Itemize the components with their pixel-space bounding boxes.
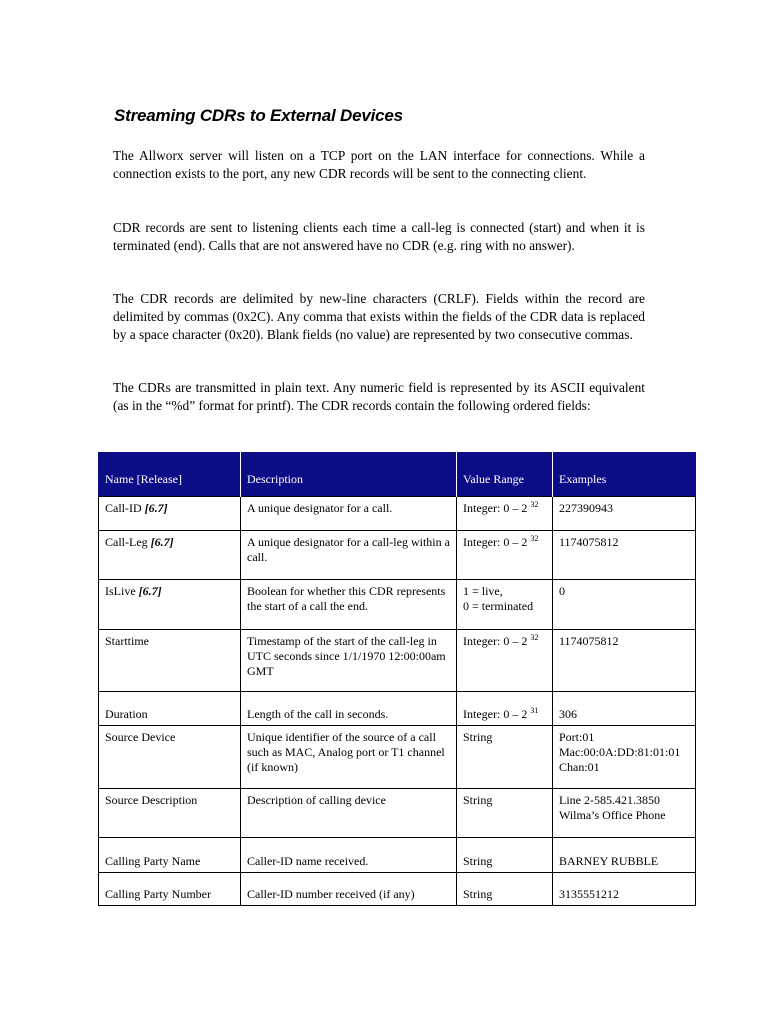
cell-example	[553, 789, 696, 838]
table-row	[99, 726, 696, 789]
cell-range	[457, 497, 553, 531]
field-release: [6.7]	[138, 584, 162, 598]
table-row	[99, 531, 696, 580]
header-description: Description	[241, 452, 457, 497]
range-text-2: 0 = terminated	[463, 599, 534, 613]
header-value-range: Value Range	[457, 452, 553, 497]
range-text: 1 = live,	[463, 584, 503, 598]
cell-description: Caller-ID number received (if any)	[241, 873, 457, 906]
table-row	[99, 630, 696, 692]
cell-name	[99, 838, 241, 873]
table-row	[99, 580, 696, 630]
cell-description: Timestamp of the start of the call-leg in UTC seconds since 1/1/1970 12:00:00am GMT	[241, 630, 457, 692]
range-exponent: 32	[530, 534, 539, 543]
cell-example: 0	[553, 580, 696, 630]
field-name: Calling Party Number	[105, 887, 211, 901]
cell-example: 1174075812	[553, 531, 696, 580]
table-row	[99, 692, 696, 726]
cell-name	[99, 531, 241, 580]
paragraph-plain-text: The CDRs are transmitted in plain text. Any numeric field is represented by its ASCII equivalent (as in the “%d” format for printf). The CDR records contain the following ordered fields:	[113, 380, 645, 413]
cell-range	[457, 630, 553, 692]
field-name: Duration	[105, 707, 148, 721]
field-name: Starttime	[105, 634, 149, 648]
paragraph-delimiters: The CDR records are delimited by new-line characters (CRLF). Fields within the record are delimited by commas (0x2C). Any comma that exists within the fields of the CDR data is replaced by a space character (0x20). Blank fields (no value) are represented by two consecutive commas.	[113, 291, 645, 342]
table-row	[99, 789, 696, 838]
range-text: Integer: 0 – 2	[463, 501, 528, 515]
example-line-2: Wilma’s Office Phone	[559, 808, 666, 822]
field-name: Call-ID	[105, 501, 142, 515]
cell-range	[457, 838, 553, 873]
range-text: Integer: 0 – 2	[463, 634, 528, 648]
range-exponent: 32	[530, 500, 539, 509]
cell-name	[99, 726, 241, 789]
cell-description: Length of the call in seconds.	[241, 692, 457, 726]
cell-example: 1174075812	[553, 630, 696, 692]
example-line-1: Line 2-585.421.3850	[559, 793, 660, 807]
cell-example: BARNEY RUBBLE	[553, 838, 696, 873]
field-release: [6.7]	[150, 535, 174, 549]
example-line-2: Mac:00:0A:DD:81:01:01	[559, 745, 681, 759]
cell-example: 227390943	[553, 497, 696, 531]
cell-name	[99, 789, 241, 838]
cell-range	[457, 580, 553, 630]
header-examples: Examples	[553, 452, 696, 497]
field-name: Source Description	[105, 793, 198, 807]
cell-range	[457, 692, 553, 726]
field-name: Source Device	[105, 730, 176, 744]
table-header-row	[99, 452, 696, 497]
section-heading: Streaming CDRs to External Devices	[114, 106, 403, 125]
cell-description: Unique identifier of the source of a call such as MAC, Analog port or T1 channel (if known)	[241, 726, 457, 789]
cell-example	[553, 726, 696, 789]
field-name: Calling Party Name	[105, 854, 201, 868]
cell-range	[457, 789, 553, 838]
cell-example: 306	[553, 692, 696, 726]
cell-range	[457, 531, 553, 580]
range-text: String	[463, 854, 493, 868]
cell-description: A unique designator for a call-leg within a call.	[241, 531, 457, 580]
table-row	[99, 497, 696, 531]
range-exponent: 31	[530, 706, 539, 715]
range-text: String	[463, 887, 493, 901]
range-exponent: 32	[530, 633, 539, 642]
range-text: String	[463, 793, 493, 807]
cell-description: A unique designator for a call.	[241, 497, 457, 531]
paragraph-cdr-sent: CDR records are sent to listening clients each time a call-leg is connected (start) and when it is terminated (end). Calls that are not answered have no CDR (e.g. ring with no answer).	[113, 220, 645, 253]
example-line-3: Chan:01	[559, 760, 600, 774]
cell-description: Description of calling device	[241, 789, 457, 838]
cell-name	[99, 873, 241, 906]
example-line-1: Port:01	[559, 730, 595, 744]
cell-description: Caller-ID name received.	[241, 838, 457, 873]
range-text: String	[463, 730, 493, 744]
paragraph-tcp-listen: The Allworx server will listen on a TCP port on the LAN interface for connections. While a connection exists to the port, any new CDR records will be sent to the connecting client.	[113, 148, 645, 181]
cdr-fields-table	[98, 452, 696, 906]
cell-range	[457, 873, 553, 906]
table-row	[99, 873, 696, 906]
cell-name	[99, 692, 241, 726]
cell-range	[457, 726, 553, 789]
cell-name	[99, 630, 241, 692]
cell-name	[99, 497, 241, 531]
range-text: Integer: 0 – 2	[463, 707, 528, 721]
cell-description: Boolean for whether this CDR represents the start of a call the end.	[241, 580, 457, 630]
table-row	[99, 838, 696, 873]
range-text: Integer: 0 – 2	[463, 535, 528, 549]
cell-name	[99, 580, 241, 630]
field-name: Call-Leg	[105, 535, 148, 549]
field-name: IsLive	[105, 584, 136, 598]
cell-example: 3135551212	[553, 873, 696, 906]
header-name-release: Name [Release]	[99, 452, 241, 497]
field-release: [6.7]	[144, 501, 168, 515]
